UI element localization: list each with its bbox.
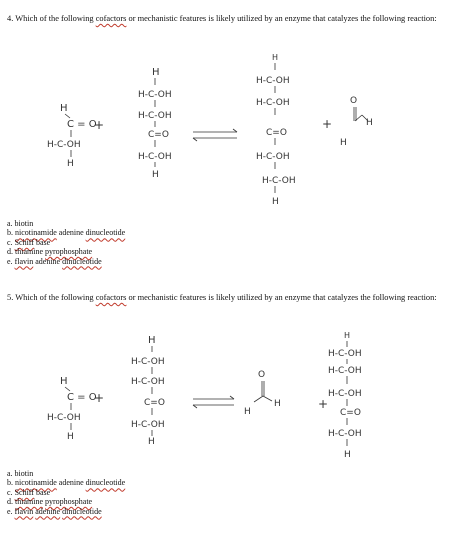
- svg-text:H-C-OH: H-C-OH: [328, 366, 362, 376]
- svg-text:O: O: [350, 96, 358, 106]
- reaction-scheme-q5: [0, 322, 459, 467]
- question-5-options: [7, 469, 125, 516]
- svg-text:H-C-OH: H-C-OH: [47, 413, 81, 423]
- svg-text:H-C-OH: H-C-OH: [131, 377, 165, 387]
- svg-text:C=O: C=O: [148, 130, 169, 140]
- reactant-glycolaldehyde: [47, 376, 104, 442]
- option-c: c. Schiff base: [7, 237, 51, 247]
- svg-text:H-C-OH: H-C-OH: [47, 140, 81, 150]
- svg-text:H-C-OH: H-C-OH: [138, 90, 172, 100]
- product-sugar: [256, 53, 296, 207]
- option-c: c. Schiff base: [7, 487, 51, 497]
- svg-text:H: H: [67, 432, 74, 442]
- question-4-text: 4. Which of the following cofactors or mechanistic features is likely utilized by an enzyme that catalyzes the following reaction:: [7, 14, 437, 23]
- svg-text:H: H: [152, 67, 160, 78]
- option-a: a. biotin: [7, 469, 34, 478]
- svg-text:H-C-OH: H-C-OH: [256, 98, 290, 108]
- svg-text:H-C-OH: H-C-OH: [328, 389, 362, 399]
- svg-text:H: H: [340, 138, 347, 148]
- svg-text:+: +: [318, 397, 329, 411]
- svg-text:+: +: [94, 118, 105, 132]
- svg-text:H: H: [272, 197, 279, 207]
- svg-text:H: H: [274, 399, 281, 409]
- product-formaldehyde: [244, 370, 281, 417]
- option-b: b. nicotinamide adenine dinucleotide: [7, 478, 126, 488]
- svg-text:H-C-OH: H-C-OH: [131, 420, 165, 430]
- svg-text:H: H: [344, 331, 351, 340]
- svg-text:H-C-OH: H-C-OH: [131, 357, 165, 367]
- svg-text:H-C-OH: H-C-OH: [328, 429, 362, 439]
- equilibrium-arrows: [193, 396, 234, 408]
- reactant-sugar: [131, 335, 165, 447]
- svg-text:+: +: [94, 391, 105, 405]
- option-d: d. thiamine pyrophosphate: [7, 247, 93, 257]
- svg-text:H-C-OH: H-C-OH: [328, 349, 362, 359]
- svg-text:H-C-OH: H-C-OH: [138, 152, 172, 162]
- svg-text:H-C-OH: H-C-OH: [138, 111, 172, 121]
- svg-text:H: H: [366, 118, 373, 128]
- option-e: e. flavin adenine dinucleotide: [7, 506, 102, 516]
- svg-text:H: H: [67, 159, 74, 169]
- svg-text:H: H: [152, 170, 159, 180]
- svg-text:H: H: [60, 376, 68, 387]
- svg-text:H: H: [272, 53, 279, 62]
- svg-text:C = O: C = O: [67, 392, 97, 403]
- svg-text:H: H: [344, 450, 351, 460]
- svg-text:+: +: [322, 117, 333, 131]
- svg-text:H-C-OH: H-C-OH: [256, 152, 290, 162]
- reactant-glycolaldehyde: [47, 103, 104, 169]
- reactant-sugar: [138, 67, 172, 180]
- svg-text:C = O: C = O: [67, 119, 97, 130]
- option-e: e. flavin adenine dinucleotide: [7, 256, 102, 266]
- option-d: d. thiamine pyrophosphate: [7, 497, 93, 507]
- reaction-scheme-q4: [0, 45, 459, 215]
- svg-text:H-C-OH: H-C-OH: [256, 76, 290, 86]
- option-a: a. biotin: [7, 219, 34, 228]
- svg-text:H: H: [148, 335, 156, 346]
- svg-text:C=O: C=O: [340, 408, 361, 418]
- svg-text:H-C-OH: H-C-OH: [262, 176, 296, 186]
- option-b: b. nicotinamide adenine dinucleotide: [7, 228, 126, 238]
- equilibrium-arrows: [193, 129, 237, 141]
- svg-text:O: O: [258, 370, 266, 380]
- svg-text:H: H: [244, 407, 251, 417]
- product-formaldehyde: [340, 96, 373, 148]
- svg-text:H: H: [148, 437, 155, 447]
- svg-text:C=O: C=O: [144, 398, 165, 408]
- question-5-text: 5. Which of the following cofactors or mechanistic features is likely utilized by an enzyme that catalyzes the following reaction:: [7, 293, 437, 302]
- product-sugar: [328, 331, 362, 460]
- question-4-options: [7, 219, 125, 266]
- svg-text:H: H: [60, 103, 68, 114]
- svg-text:C=O: C=O: [266, 128, 287, 138]
